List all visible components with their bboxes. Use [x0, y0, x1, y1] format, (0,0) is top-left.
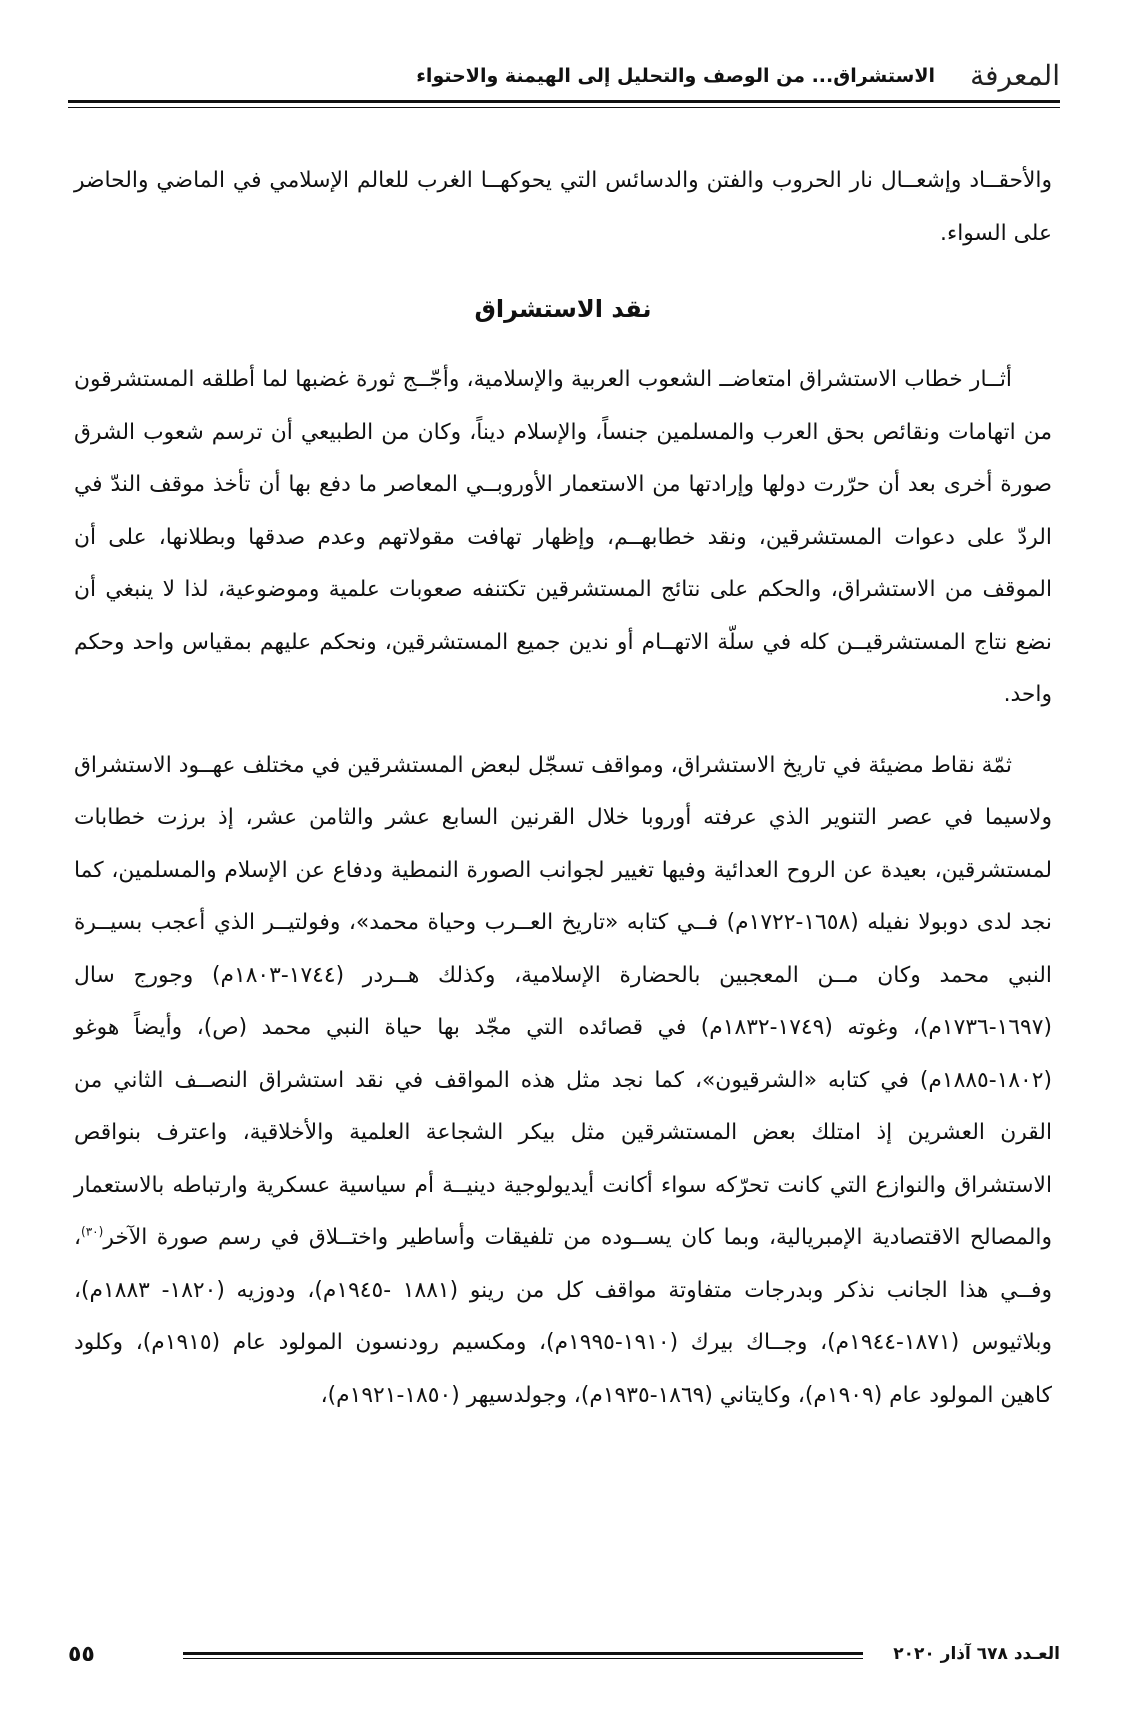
header-rule-thin	[68, 107, 1060, 108]
magazine-logo: المعرفة	[970, 59, 1060, 92]
page-header	[68, 55, 1060, 95]
paragraph-text: ثمّة نقاط مضيئة في تاريخ الاستشراق، ومواقف تسجّل لبعض المستشرقين في مختلف عهــود الاستشراق ولاسيما في عصر التنوير الذي عرفته أوروبا خلال القرنين السابع عشر والثامن عشر، إذ برزت خطابات لمستشرقين، بعيدة عن الروح العدائية وفيها تغيير لجوانب الصورة النمطية ودفاع عن الإسلام والمسلمين، كما نجد لدى دوبولا نفيله (١٦٥٨-١٧٢٢م) فــي كتابه «تاريخ العــرب وحياة محمد»، وفولتيــر الذي أعجب بسيــرة النبي محمد وكان مــن المعجبين بالحضارة الإسلامية، وكذلك هــردر (١٧٤٤-١٨٠٣م) وجورج سال (١٦٩٧-١٧٣٦م)، وغوته (١٧٤٩-١٨٣٢م) في قصائده التي مجّد بها حياة النبي محمد (ص)، وأيضاً هوغو (١٨٠٢-١٨٨٥م) في كتابه «الشرقيون»، كما نجد مثل هذه المواقف في نقد استشراق النصــف الثاني من القرن العشرين إذ امتلك بعض المستشرقين مثل بيكر الشجاعة العلمية والأخلاقية، واعترف بنواقص الاستشراق والنوازع التي كانت تحرّكه سواء أكانت أيديولوجية دينيــة أم سياسية عسكرية وارتباطه بالاستعمار والمصالح الاقتصادية الإمبريالية، وبما كان يســوده من تلفيقات وأساطير واختــلاق في رسم صورة الآخر	[74, 752, 1052, 1250]
page-footer	[68, 1642, 1060, 1672]
paragraph	[74, 740, 1052, 1423]
paragraph-text: ، وفــي هذا الجانب نذكر وبدرجات متفاوتة مواقف كل من رينو (١٨٨١ -١٩٤٥م)، ودوزيه (١٨٢٠- ١٨٨٣م)، وبلاثيوس (١٨٧١-١٩٤٤م)، وجــاك بيرك (١٩١٠-١٩٩٥م)، ومكسيم رودنسون المولود عام (١٩١٥م)، وكلود كاهين المولود عام (١٩٠٩م)، وكايتاني (١٨٦٩-١٩٣٥م)، وجولدسيهر (١٨٥٠-١٩٢١م)،	[74, 1225, 1053, 1408]
page-number: ٥٥	[68, 1642, 95, 1667]
running-title: الاستشراق... من الوصف والتحليل إلى الهيمنة والاحتواء	[416, 65, 935, 87]
footer-rule	[183, 1652, 863, 1659]
issue-label: العـدد ٦٧٨ آذار ٢٠٢٠	[893, 1644, 1060, 1664]
footnote-ref[interactable]: (٣٠)	[81, 1224, 104, 1239]
article-body	[74, 155, 1052, 1422]
section-heading: نقد الاستشراق	[474, 295, 652, 323]
header-rule	[68, 100, 1060, 103]
paragraph: أثــار خطاب الاستشراق امتعاضــ الشعوب العربية والإسلامية، وأجّــج ثورة غضبها لما أطلقه المستشرقون من اتهامات ونقائص بحق العرب والمسلمين جنساً، والإسلام ديناً، وكان من الطبيعي أن ترسم شعوب الشرق صورة أخرى بعد أن حرّرت دولها وإرادتها من الاستعمار الأوروبــي المعاصر ما دفع بها أن تأخذ موقف الندّ في الردّ على دعوات المستشرقين، ونقد خطابهــم، وإظهار تهافت مقولاتهم وعدم صدقها وبطلانها، على أن الموقف من الاستشراق، والحكم على نتائج المستشرقين تكتنفه صعوبات علمية وموضوعية، لذا لا ينبغي أن نضع نتاج المستشرقيــن كله في سلّة الاتهــام أو ندين جميع المستشرقين، ونحكم عليهم بمقياس واحد وحكم واحد.	[74, 367, 1052, 707]
paragraph: والأحقــاد وإشعــال نار الحروب والفتن والدسائس التي يحوكهــا الغرب للعالم الإسلامي في الماضي والحاضر على السواء.	[74, 168, 1052, 246]
